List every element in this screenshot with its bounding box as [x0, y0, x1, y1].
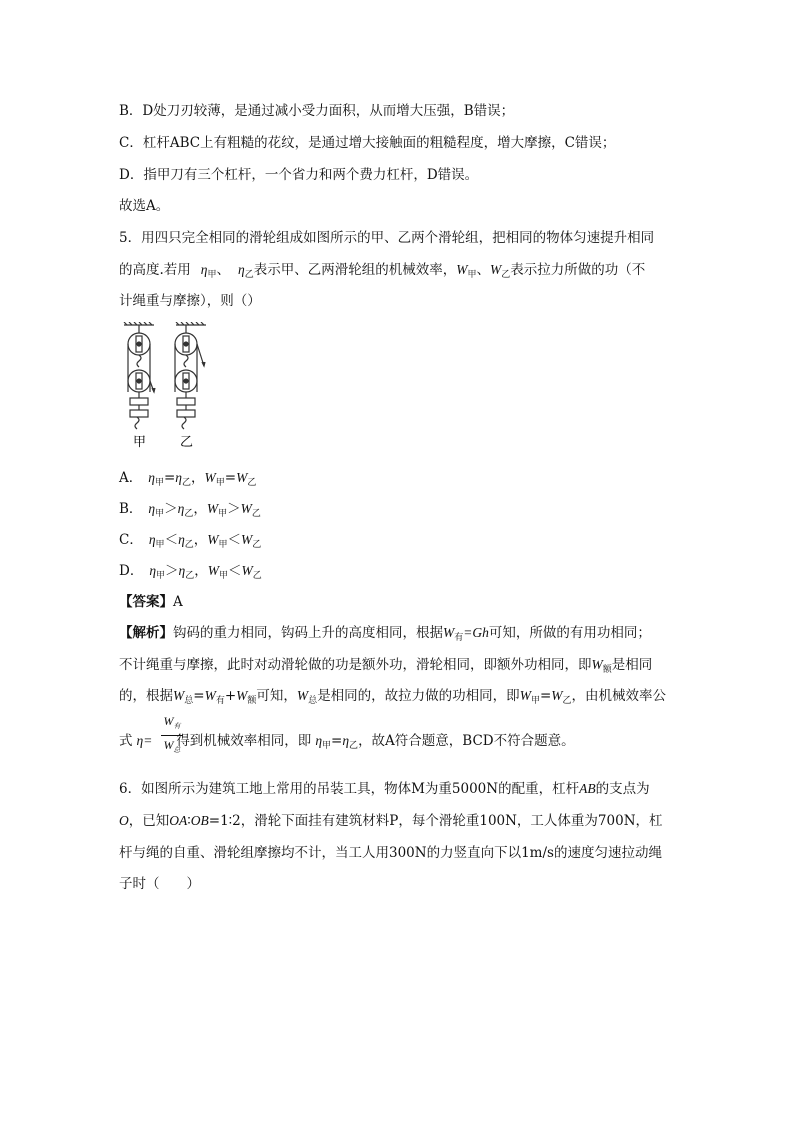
q5-answer: 【答案】A: [119, 594, 183, 610]
q5-line2: 的高度.若用 $\eta_甲$、 $\eta_乙$表示甲、乙两滑轮组的机械效率，$W_甲$、$W_乙$表示拉力所做的功（不: [119, 262, 646, 280]
efficiency-fraction: $W_有$ $W_总$: [161, 714, 183, 757]
figure-label-yi: 乙: [180, 435, 194, 450]
q6-line2: O，已知OA∶OB=1∶2，滑轮下面挂有建筑材料P，每个滑轮重100N，工人体重为700N，杠: [119, 813, 663, 829]
pulley-group-jia: [124, 322, 155, 429]
q5-line3: 计绳重与摩擦），则（）: [119, 293, 261, 309]
text-line-d: D．指甲刀有三个杠杆，一个省力和两个费力杠杆，D错误。: [119, 167, 479, 183]
text-line-choice: 故选A。: [119, 198, 170, 214]
q5-analysis-line3: 的，根据$W_总=W_有+W_额$可知，$W_总$是相同的，故拉力做的功相同，即$W_甲=W_乙$，由机械效率公: [119, 688, 667, 706]
q5-option-d[interactable]: D． $\eta_甲>\eta_乙$，$W_甲<W_乙$: [119, 563, 262, 581]
q5-option-c[interactable]: C． $\eta_甲<\eta_乙$，$W_甲<W_乙$: [119, 532, 262, 550]
text-line-c: C．杠杆ABC上有粗糙的花纹，是通过增大接触面的粗糙程度，增大摩擦，C错误；: [119, 135, 616, 151]
q6-line4: 子时（ ）: [119, 876, 200, 892]
q6-line3: 杆与绳的自重、滑轮组摩擦均不计，当工人用300N的力竖直向下以1m/s的速度匀速拉动绳: [119, 845, 662, 861]
pulley-system-figure: [120, 322, 210, 450]
text-line-b: B．D处刀刃较薄，是通过减小受力面积，从而增大压强，B错误；: [119, 103, 515, 119]
figure-label-jia: 甲: [133, 435, 147, 450]
q5-analysis-line2: 不计绳重与摩擦，此时对动滑轮做的功是额外功，滑轮相同，即额外功相同，即$W_额$是相同: [119, 657, 653, 675]
q5-analysis-line4: 式 η= 得到机械效率相同，即 $\eta_甲=\eta_乙$，故A符合题意，BCD不符合题意。: [119, 733, 575, 751]
q6-line1: 6．如图所示为建筑工地上常用的吊装工具，物体M为重5000N的配重，杠杆AB的支点为: [119, 781, 650, 797]
q5-analysis-line1: 【解析】钩码的重力相同，钩码上升的高度相同，根据$W_有=Gh$可知，所做的有用功相同；: [119, 625, 651, 643]
q5-option-a[interactable]: A． $\eta_甲=\eta_乙$，$W_甲=W_乙$: [119, 470, 257, 488]
q5-line1: 5．用四只完全相同的滑轮组成如图所示的甲、乙两个滑轮组，把相同的物体匀速提升相同: [119, 230, 655, 246]
pulley-group-yi: [175, 322, 206, 429]
q5-option-b[interactable]: B． $\eta_甲>\eta_乙$，$W_甲>W_乙$: [119, 501, 261, 519]
